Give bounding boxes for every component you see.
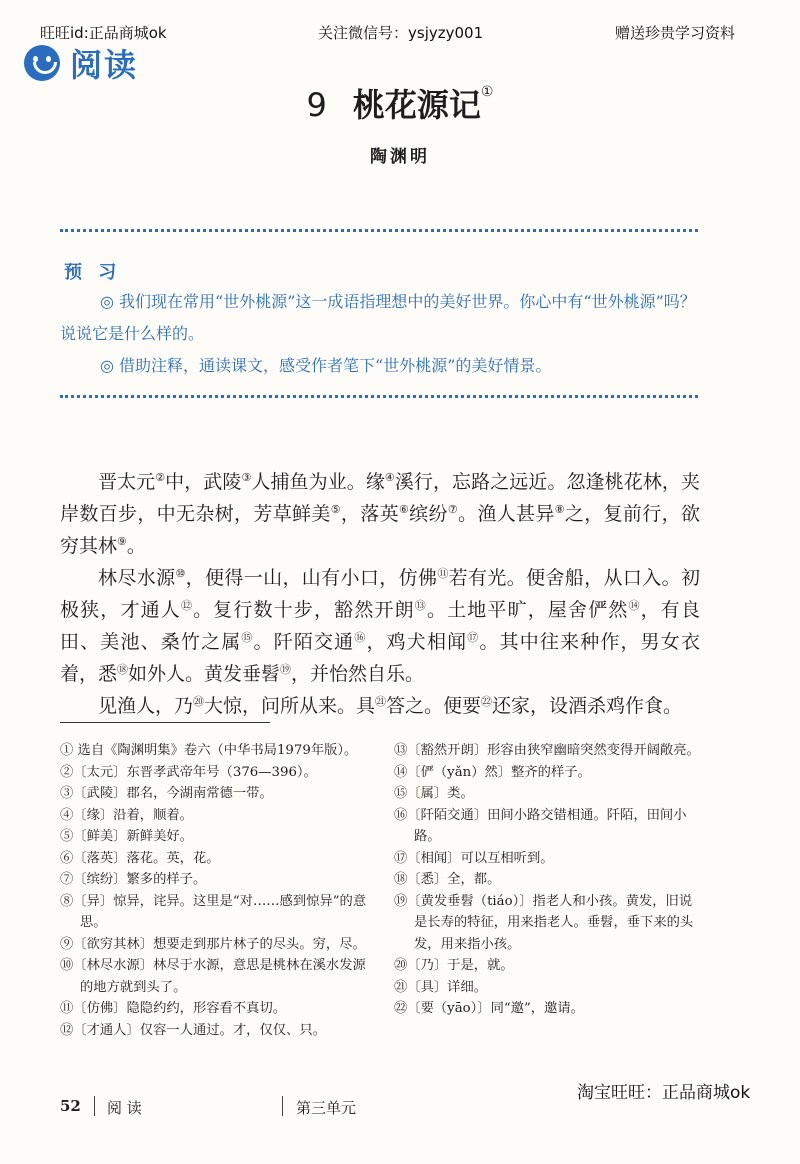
footer-unit: 第三单元 bbox=[296, 1099, 357, 1117]
footnote-ref: ⑤ bbox=[330, 503, 341, 516]
text-run: 。复行数十步，豁然开朗 bbox=[193, 599, 415, 621]
footnote: ⑯〔阡陌交通〕田间小路交错相通。阡陌，田间小路。 bbox=[394, 807, 687, 844]
paragraph-1 bbox=[60, 466, 700, 562]
text-run: 溪行，忘路之远近。忽逢桃花林，夹岸数百步，中无杂树，芳草鲜美 bbox=[60, 471, 700, 525]
text-run: 中，武陵 bbox=[165, 471, 242, 493]
footnote-ref: ⑬ bbox=[414, 599, 427, 612]
text-run: 还家，设酒杀鸡作食。 bbox=[492, 695, 683, 717]
footer-divider bbox=[282, 1096, 283, 1116]
footnote: ⑲〔黄发垂髫（tiáo）〕指老人和小孩。黄发，旧说是长寿的特征，用来指老人。垂髫，垂下来的头发，用来指小孩。 bbox=[394, 893, 694, 952]
footnote-ref: ③ bbox=[241, 471, 252, 484]
footnote-ref: ⑰ bbox=[467, 631, 480, 644]
footnote: ⑨〔欲穷其林〕想要走到那片林子的尽头。穷，尽。 bbox=[60, 936, 366, 952]
footnote: ⑦〔缤纷〕繁多的样子。 bbox=[60, 872, 207, 887]
dotted-divider-top bbox=[60, 229, 698, 232]
lesson-title-text: 桃花源记 bbox=[352, 86, 481, 124]
footnote: ㉒〔要（yāo）〕同“邀”，邀请。 bbox=[394, 1001, 584, 1016]
footnote-ref: ⑲ bbox=[280, 663, 292, 676]
footnote: ⑭〔俨（yǎn）然〕整齐的样子。 bbox=[394, 764, 591, 780]
preview-item-1: ◎ 我们现在常用“世外桃源”这一成语指理想中的美好世界。你心中有“世外桃源”吗？说说它是什么样的。 bbox=[60, 292, 696, 343]
footnote-ref: ⑫ bbox=[180, 599, 194, 612]
footnote: ③〔武陵〕郡名，今湖南常德一带。 bbox=[60, 786, 273, 801]
text-run: 。渔人甚异 bbox=[458, 503, 555, 525]
footnote-ref: ⑦ bbox=[447, 503, 459, 516]
footnote-ref: ⑱ bbox=[117, 663, 129, 676]
footnotes-right bbox=[394, 740, 704, 1020]
dotted-divider-bottom bbox=[60, 395, 698, 398]
footnote: ⑬〔豁然开朗〕形容由狭窄幽暗突然变得开阔敞亮。 bbox=[394, 743, 700, 758]
text-run: ，落英 bbox=[340, 503, 399, 525]
text-run: ，并怡然自乐。 bbox=[291, 663, 425, 685]
watermark-bottom-right: 淘宝旺旺：正品商城ok bbox=[577, 1083, 751, 1103]
footnote-ref: ⑪ bbox=[437, 567, 449, 580]
text-run: 如外人。黄发垂髫 bbox=[128, 663, 281, 685]
lesson-title bbox=[0, 80, 800, 126]
watermark-top-left: 旺旺id:正品商城ok bbox=[40, 24, 167, 42]
smiley-face-icon bbox=[24, 45, 60, 81]
text-run: 缤纷 bbox=[409, 503, 448, 525]
footnote-ref: ⑭ bbox=[628, 599, 641, 612]
text-run: ，有良田、美池、桑竹之属 bbox=[60, 599, 700, 653]
watermark-top-right: 赠送珍贵学习资料 bbox=[615, 24, 736, 42]
footnotes-left bbox=[60, 740, 370, 1041]
preview-item-2: ◎ 借助注释，通读课文，感受作者笔下“世外桃源”的美好情景。 bbox=[100, 356, 552, 375]
watermark-top-center: 关注微信号：ysjyzy001 bbox=[318, 24, 484, 42]
footnote-ref: ⑳ bbox=[193, 695, 205, 708]
text-run: 。土地平旷，屋舍俨然 bbox=[426, 599, 629, 621]
footnote: ⑪〔仿佛〕隐隐约约，形容看不真切。 bbox=[60, 1001, 287, 1016]
footnote: ⑧〔异〕惊异，诧异。这里是“对……感到惊异”的意思。 bbox=[60, 893, 367, 930]
text-run: 大惊，问所从来。具 bbox=[204, 695, 376, 717]
footnote: ⑳〔乃〕于是，就。 bbox=[394, 958, 514, 973]
text-run: 林尽水源 bbox=[98, 567, 176, 589]
footnote: ㉑〔具〕详细。 bbox=[394, 979, 488, 995]
footnote-rule bbox=[60, 722, 270, 723]
footnote-ref: ⑮ bbox=[241, 631, 254, 644]
paragraph-2 bbox=[60, 562, 700, 690]
footnote: ① 选自《陶渊明集》卷六（中华书局1979年版）。 bbox=[60, 743, 358, 758]
footnote-ref: ② bbox=[155, 471, 166, 484]
footer-divider bbox=[94, 1096, 95, 1116]
footnote: ⑰〔相闻〕可以互相听到。 bbox=[394, 850, 554, 866]
footnote-ref: ⑧ bbox=[554, 503, 565, 516]
preview-heading: 预 习 bbox=[64, 262, 122, 283]
text-run: 。其中往来种作，男女衣着，悉 bbox=[60, 631, 700, 685]
text-run: 若有光。便舍船，从口入。初极狭，才通人 bbox=[60, 567, 700, 621]
footnote-ref: ⑯ bbox=[354, 631, 367, 644]
footnote-ref: ④ bbox=[384, 471, 395, 484]
text-run: ，鸡犬相闻 bbox=[366, 631, 468, 653]
footnote: ④〔缘〕沿着，顺着。 bbox=[60, 807, 193, 823]
footnote: ⑮〔属〕类。 bbox=[394, 786, 474, 801]
text-run: 。 bbox=[126, 535, 146, 557]
paragraph-3 bbox=[60, 690, 700, 722]
footnote: ②〔太元〕东晋孝武帝年号（376—396）。 bbox=[60, 764, 317, 780]
footnote: ⑥〔落英〕落花。英，花。 bbox=[60, 850, 220, 866]
text-run: 晋太元 bbox=[98, 471, 156, 493]
footnote-ref: ㉒ bbox=[481, 695, 493, 708]
footnote: ⑫〔才通人〕仅容一人通过。才，仅仅、只。 bbox=[60, 1022, 326, 1038]
footnote: ⑱〔悉〕全，都。 bbox=[394, 872, 501, 887]
footer-section: 阅 读 bbox=[107, 1099, 142, 1117]
footnote-ref: ⑩ bbox=[175, 567, 186, 580]
author: 陶渊明 bbox=[370, 147, 430, 167]
text-run: 见渔人，乃 bbox=[98, 695, 194, 717]
text-run: 。阡陌交通 bbox=[253, 631, 355, 653]
text-run: 答之。便要 bbox=[386, 695, 482, 717]
section-title: 阅读 bbox=[70, 46, 139, 84]
footnote: ⑤〔鲜美〕新鲜美好。 bbox=[60, 829, 193, 844]
title-footnote-mark: ① bbox=[480, 84, 494, 100]
text-run: ，便得一山，山有小口，仿佛 bbox=[185, 567, 438, 589]
text-run: 人捕鱼为业。缘 bbox=[251, 471, 385, 493]
lesson-number: 9 bbox=[306, 86, 327, 124]
page-number: 52 bbox=[60, 1097, 81, 1115]
footnote-ref: ⑨ bbox=[117, 535, 127, 548]
text-run: 之，复前行，欲穷其林 bbox=[60, 503, 700, 557]
footnote-ref: ㉑ bbox=[375, 695, 387, 708]
footnote: ⑩〔林尽水源〕林尽于水源，意思是桃林在溪水发源的地方就到头了。 bbox=[60, 958, 366, 995]
main-text bbox=[60, 466, 700, 722]
footnote-ref: ⑥ bbox=[398, 503, 410, 516]
